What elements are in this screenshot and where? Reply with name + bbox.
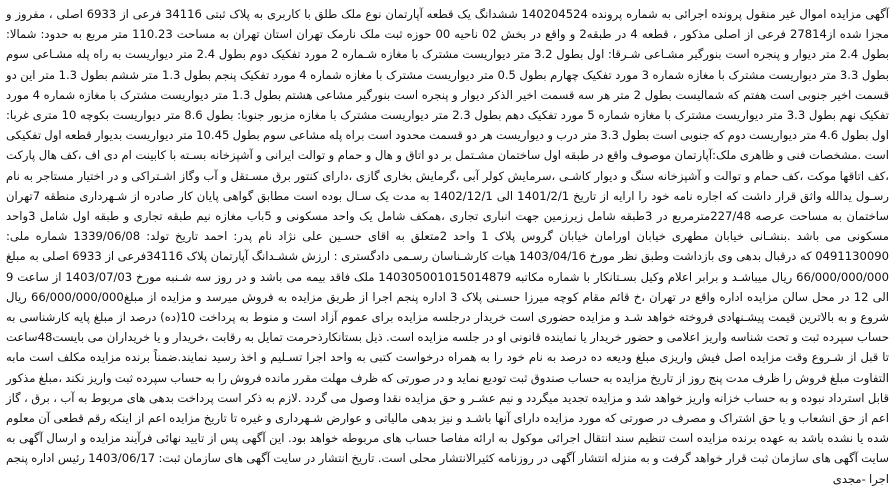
auction-notice-text: آگهی مزایده اموال غیر منقول پرونده اجرائی به شماره پرونده 140204524 ششدانگ یک قطعه آپارتمان نوع ملک طلق با کاربری به پلاک ثبتی 34116 فرعی از 6933 اصلی ، مفروز و مجزا شده از27814 فرعی از اصلی مذکور ، قطعه 4 در طبقه2 و واقع در بخش 02 ناحیه 00 حوزه ثبت ملک نارمک تهران استان تهران به مساحت 110.23 متر مربع به حدود: شمالا: بطول 2.4 متر دیوار و پنجره است بنورگیر مشـاعی شـرقا: اول بطول 3.2 متر دیواریست مشترک با مغازه شـماره 2 مورد تفکیک دوم بطول 2.4 متر دیواریست به راه پله مشـاعی سوم بطول 3.3 متر دیواریست مشترک با مغازه شماره 3 مورد تفکیک چهارم بطول 0.5 متر دیواریست مشترک با مغازه شماره 4 مورد تفکیک پنجم بطول 1.3 متر ششم بطول 1.3 متر این دو قسمت اخیر جنوبی است هفتم که شمالیست بطول 2 متر هر سه قسمت اخیر الذکر دیوار و پنجره است بنورگیر مشاعی هشتم بطول 1.3 متر دیواریست مشترک با مغازه شماره 4 مورد تفکیک نهم بطول 3.3 متر دیواریست مشترک با مغازه شماره 5 مورد تفکیک دهم بطول 2.3 متر دیواریست مشترک با مغازه مزبور جنوبا: بطول 8.6 متر دیواریست بکوچه 10 متری غربا: اول بطول 4.6 متر دیواریست دوم که جنوبی است بطول 3.3 متر درب و دیواریست هر دو قسمت محدود است براه پله مشاعی سوم بطول 10.45 متر دیواریست بدیوار قطعه اول تفکیکی است .مشخصات فنی و ظاهری ملک:آپارتمان موصوف واقع در طبقه اول ساختمان مشـتمل بر دو اتاق و هال و حمام و توالت ایرانی و آشپزخانه بسـته با کابینت ام دی اف ،کف هال پارکت ،کف اتاقها موکت ،کف حمام و توالت و آشپزخانه سنگ و دیوار کاشـی ،سرمایش کولر آبی ،گرمایش بخاری گازی ،دارای کنتور برق مسـتقل و آب وگاز اشـتراکی و در اختیار مستاجر به نام رسـول یدالله واثق قرار داشت که اجاره نامه خود را ارایه از تاریخ 1401/2/1 الی 1402/12/1 به مدت یک سـال بوده است مطابق گواهی پایان کار صادره از شـهرداری منطقه 7تهران ساختمان به مساحت عرصه 227/48مترمربع در 3طبقه شامل زیرزمین جهت انباری تجاری ،همکف شامل یک واحد مسکونی و 5باب مغازه نیم طبقه تجاری و طبقه اول شامل 3واحد مسکونی می باشد .بنشـانی خیابان مطهری خیابان اورامان خیابان گروس پلاک 1 واحد 2متعلق به اقای حسـین علی نژاد نام پدر: احمد تاریخ تولد: 1339/06/08 شماره ملی: 0491130090 که درقبال بدهی وی بازداشت وطبق نظر مورخ 1403/04/16 هیات کارشـناسان رسـمی دادگستری : ارزش ششـدانگ آپارتمان پلاک 34116فرعی از 6933 اصلی به مبلغ 66/000/000/000 ریال میباشـد و برابر اعلام وکیل بسـتانکار با شماره مکاتبه 140305001015014879 ملک فاقد بیمه می باشد و در روز سه شـنبه مورخ 1403/07/03 از ساعت 9 الی 12 در محل سالن مزایده اداره واقع در تهران ،خ قائم مقام کوچه میرزا حسـنی پلاک 3 اداره پنجم اجرا از طریق مزایده به فروش میرسد و مزایده از مبلغ66/000/000/000 ریال شروع و به بالاترین قیمت پیشـنهادی فروخته خواهد شـد و مزایده حضوری است خریدار درجلسه مزایده برای عموم آزاد است و منوط به پرداخت 10(ده) درصد از مبلغ پایه کارشناسی به حساب سپرده ثبت و تحت شناسه واریز اعلامی و حضور خریدار یا نماینده قانونی او در جلسه مزایده است. ذیل بستانکارذحرمت تمایل به رقابت ،خریدار و یا خریداران می بایست48ساعت تا قبل از شـروع وقت مزایده اصل فیش واریزی مبلغ ودیعه ده درصد به نام خود را به همراه درخواست کتبی به واحد اجرا تسـلیم و اخذ رسید نمایند.ضمناً برنده مزایده مکلف است مابه التفاوت مبلغ فروش را ظرف مدت پنج روز از تاریخ مزایده به حساب صندوق ثبت تودیع نماید و در صورتی که ظرف مهلت مقرر مانده فروش را به حساب سپرده ثبت واریز نکند ،مبلغ مذکور قابل استرداد نبوده و به حساب خزانه واریز خواهد شد و مزایده تجدید میگردد و نیم عشـر و حق مزایده نقدا وصول می گردد .لازم به ذکر است پرداخت بدهی های مربوط به آب ، برق ، گاز اعم از حق انشعاب و یا حق اشتراک و مصرف در صورتی که مورد مزایده دارای آنها باشـد و نیز بدهی مالیاتی و عوارض شـهرداری و غیره تا تاریخ مزایده اعم از اینکه رقم قطعی آن معلوم شده یا نشده باشد به عهده برنده مزایده است تنظیم سند انتقال اجرائی موکول به ارائه مفاصا حساب های مربوطه خواهد بود. این آگهی پس از تایید نهائی فرآیند مزایده و ارسال آگهی به سایت آگهی های سازمان ثبت قرار خواهد گرفت و به منزله انتشار آگهی در روزنامه کثیرالانتشار محلی است. تاریخ انتشار در سایت آگهی های سازمان ثبت: 1403/06/17 رئیس اداره پنجم اجرا -مجدی (6, 7, 890, 486)
